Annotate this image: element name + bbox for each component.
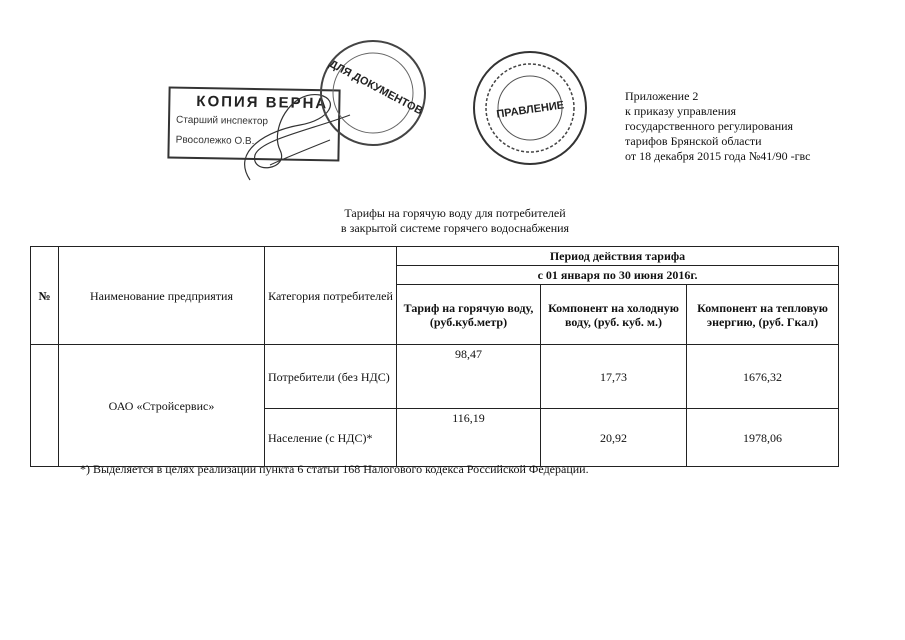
tariffs-table bbox=[30, 246, 839, 467]
cell-tariff: 98,47 bbox=[397, 345, 541, 409]
document-title bbox=[300, 206, 610, 236]
cell-num bbox=[31, 345, 59, 467]
documents-seal bbox=[318, 38, 428, 148]
department-seal bbox=[470, 48, 590, 168]
copy-stamp-position: Старший инспектор bbox=[175, 114, 269, 128]
header-category: Категория потребителей bbox=[265, 247, 397, 345]
cell-tariff: 116,19 bbox=[397, 409, 541, 467]
header-period: Период действия тарифа bbox=[397, 247, 839, 266]
header-cold-component: Компонент на холодную воду, (руб. куб. м.) bbox=[541, 285, 687, 345]
cell-cold: 20,92 bbox=[541, 409, 687, 467]
cell-category: Население (с НДС)* bbox=[265, 409, 397, 467]
appendix-line: тарифов Брянской области bbox=[625, 134, 762, 148]
cell-enterprise: ОАО «Стройсервис» bbox=[59, 345, 265, 467]
appendix-line: государственного регулирования bbox=[625, 119, 794, 133]
cell-heat: 1676,32 bbox=[687, 345, 839, 409]
header-period-dates: с 01 января по 30 июня 2016г. bbox=[397, 266, 839, 285]
appendix-line: от 18 декабря 2015 года №41/90 -гвс bbox=[625, 149, 811, 163]
cell-category: Потребители (без НДС) bbox=[265, 345, 397, 409]
title-line: в закрытой системе горячего водоснабжения bbox=[340, 221, 570, 235]
cell-cold: 17,73 bbox=[541, 345, 687, 409]
header-heat-component: Компонент на тепловую энергию, (руб. Гкал) bbox=[687, 285, 839, 345]
header-tariff: Тариф на горячую воду, (руб.куб.метр) bbox=[397, 285, 541, 345]
copy-stamp-title: КОПИЯ ВЕРНА bbox=[196, 92, 329, 113]
appendix-line: Приложение 2 bbox=[625, 89, 699, 103]
appendix-line: к приказу управления bbox=[625, 104, 737, 118]
header-enterprise: Наименование предприятия bbox=[59, 247, 265, 345]
cell-heat: 1978,06 bbox=[687, 409, 839, 467]
docs-seal-text: ДЛЯ ДОКУМЕНТОВ bbox=[327, 57, 425, 118]
title-line: Тарифы на горячую воду для потребителей bbox=[344, 206, 566, 220]
dept-seal-text: ПРАВЛЕНИЕ bbox=[495, 99, 565, 121]
header-num: № bbox=[31, 247, 59, 345]
appendix-block bbox=[625, 89, 810, 164]
copy-stamp-name: Рвосолежко О.В. bbox=[175, 134, 255, 148]
footnote: *) Выделяется в целях реализации пункта 6 статьи 168 Налогового кодекса Российской Федерации. bbox=[80, 462, 589, 476]
